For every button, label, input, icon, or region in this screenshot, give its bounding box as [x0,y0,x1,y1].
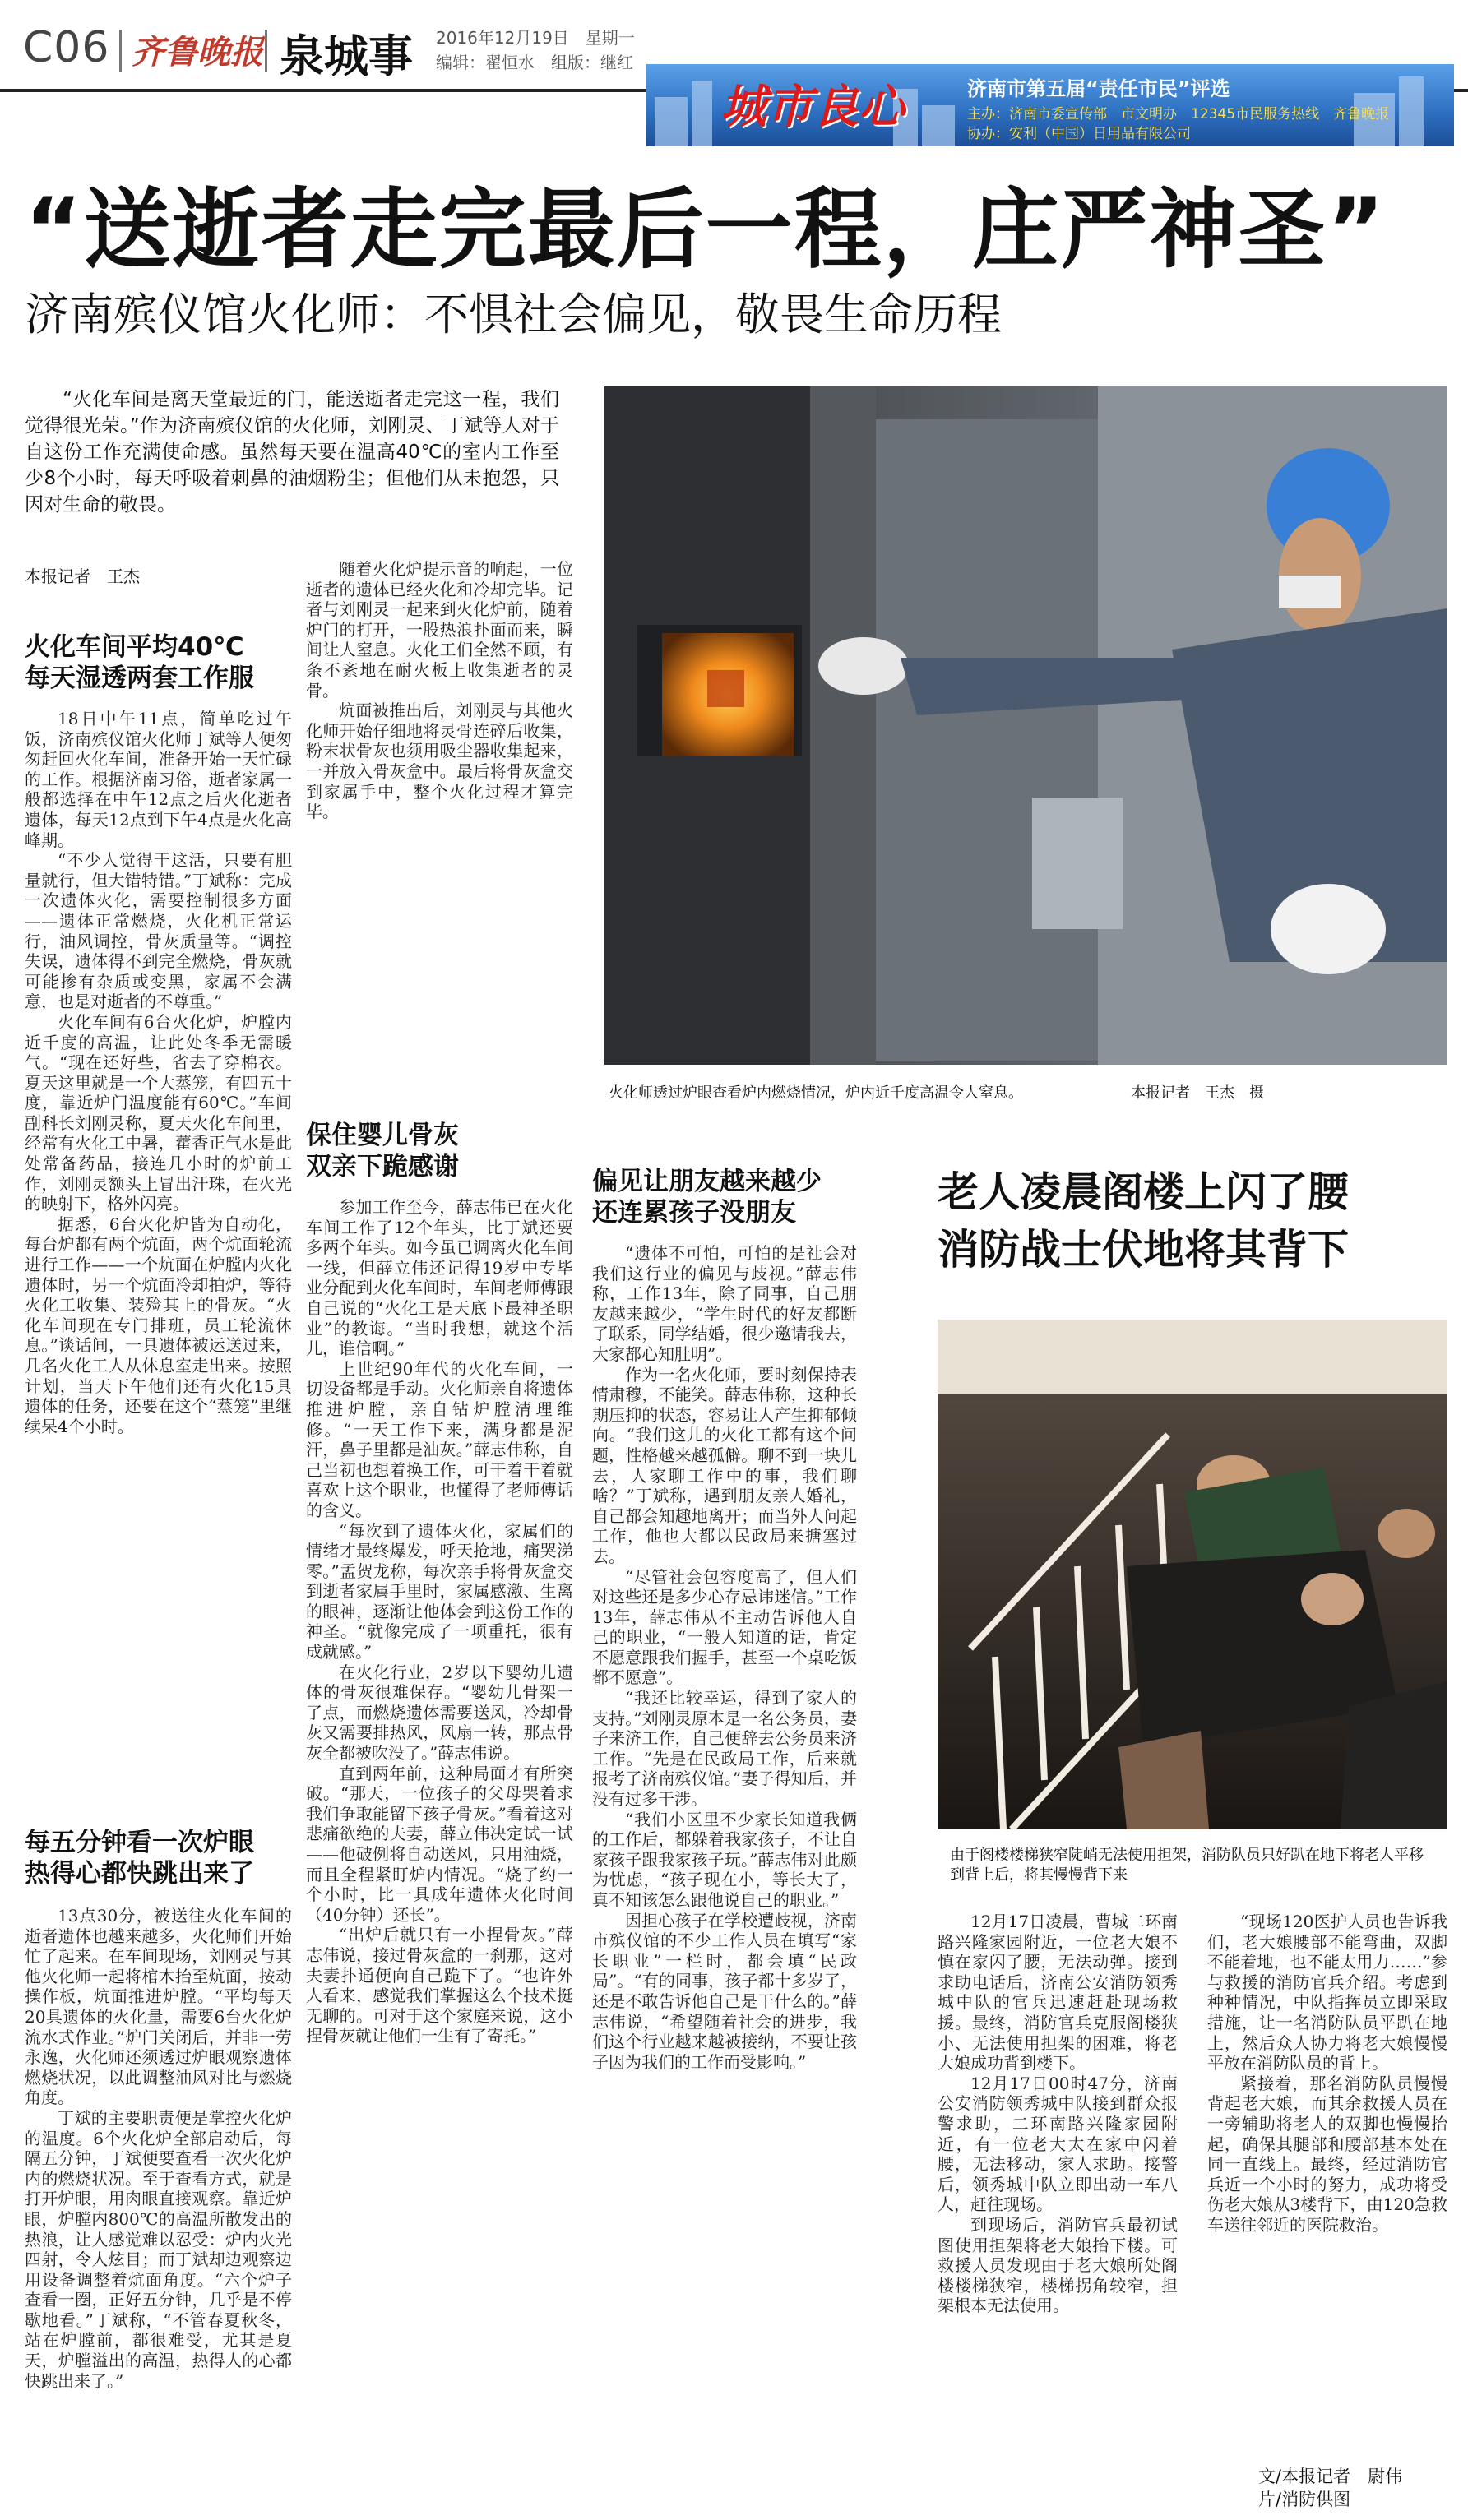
section-heading-line: 热得心都快跳出来了 [25,1859,254,1889]
paragraph: 丁斌的主要职责便是掌控火化炉的温度。6个火化炉全部启动后，每隔五分钟，丁斌便要查看一次火化炉内的燃烧状况。至于查看方式，就是打开炉眼，用肉眼直接观察。靠近炉眼，炉膛内800℃的高温所散发出的热浪，让人感觉难以忍受：炉内火光四射，令人炫目；而丁斌却边观察边用设备调整着炕面角度。“六个炉子查看一圈，正好五分钟，几乎是不停歇地看。”丁斌称，“不管春夏秋冬，站在炉膛前，都很难受，尤其是夏天，炉膛溢出的高温，热得人的心都快跳出来了。” [25,2107,292,2391]
paragraph: “遗体不可怕，可怕的是社会对我们这行业的偏见与歧视。”薛志伟称，工作13年，除了同事，自己朋友越来越少，“学生时代的好友都断了联系，同学结婚，很少邀请我去，大家都心知肚明”。 [592,1243,857,1364]
section-heading [25,1827,254,1889]
section-heading [592,1166,822,1228]
section-heading-line: 每五分钟看一次炉眼 [25,1828,254,1857]
paragraph: “我们小区里不少家长知道我俩的工作后，都躲着我家孩子，不让自家孩子跟我家孩子玩。”薛志伟对此颇为忧虑，“孩子现在小，等长大了，真不知该怎么跟他说自己的职业。” [592,1809,857,1910]
paragraph: 直到两年前，这种局面才有所突破。“那天，一位孩子的父母哭着求我们争取能留下孩子骨灰。”看着这对悲痛欲绝的夫妻，薛立伟决定试一试——他破例将自动送风，只用油烧，而且全程紧盯炉内情况。“烧了约一个小时，比一具成年遗体火化时间（40分钟）还长”。 [306,1763,573,1925]
secondary-headline [938,1163,1349,1278]
section-heading-line: 偏见让朋友越来越少 [592,1167,822,1196]
campaign-banner [646,64,1454,146]
paragraph: 火化车间有6台火化炉，炉膛内近千度的高温，让此处冬季无需暖气。“现在还好些，省去了穿棉衣。夏天这里就是一个大蒸笼，有四五十度，靠近炉门温度能有60℃。”车间副科长刘刚灵称，夏天火化车间里，经常有火化工中暑，藿香正气水是此处常备药品，接连几小时的炉前工作，刘刚灵额头上冒出汗珠，在火光的映射下，格外闪亮。 [25,1011,292,1214]
paragraph: 作为一名火化师，要时刻保持表情肃穆，不能笑。薛志伟称，这种长期压抑的状态，容易让人产生抑郁倾向。“我们这儿的火化工都有这个问题，性格越来越孤僻。聊不到一块儿去，人家聊工作中的事，我们聊啥？”丁斌称，遇到朋友亲人婚礼，自己都会知趣地离开；而当外人问起工作，他也大都以民政局来搪塞过去。 [592,1364,857,1566]
paper-logo: 齐鲁晚报 [132,34,263,72]
secondary-headline-line: 老人凌晨阁楼上闪了腰 [938,1168,1349,1216]
section-heading-line: 每天湿透两套工作服 [25,664,254,693]
firefighter-photo-image [938,1320,1447,1829]
paragraph: 随着火化炉提示音的响起，一位逝者的遗体已经火化和冷却完毕。记者与刘刚灵一起来到火化炉前，随着炉门的打开，一股热浪扑面而来，瞬间让人窒息。火化工们全然不顾，有条不紊地在耐火板上收集逝者的灵骨。 [306,559,573,701]
secondary-headline-line: 消防战士伏地将其背下 [938,1226,1349,1274]
banner-title: 济南市第五届“责任市民”评选 [967,77,1230,100]
main-subheadline: 济南殡仪馆火化师：不惧社会偏见，敬畏生命历程 [25,289,1002,340]
paragraph: 18日中午11点，简单吃过午饭，济南殡仪馆火化师丁斌等人便匆匆赶回火化车间，准备开始一天忙碌的工作。根据济南习俗，逝者家属一般都选择在中午12点之后火化逝者遗体，每天12点到下午4点是火化高峰期。 [25,709,292,850]
section-heading [306,1120,459,1182]
header-divider [119,30,122,72]
firefighter-photo [938,1320,1447,1829]
photo-caption: 火化师透过炉眼查看炉内燃烧情况，炉内近千度高温令人窒息。 [609,1084,1023,1102]
article-lead [25,386,559,518]
article-column [592,1243,857,2506]
article-column [938,1912,1178,2504]
banner-co-organizer: 协办：安利（中国）日用品有限公司 [967,126,1191,142]
article2-credits [1258,2465,1402,2511]
paragraph: 13点30分，被送往火化车间的逝者遗体也越来越多，火化师们开始忙了起来。在车间现场，刘刚灵与其他火化师一起将棺木抬至炕面，按动操作板，炕面推进炉膛。“平均每天20具遗体的火化量，需要6台火化炉流水式作业。”炉门关闭后，并非一劳永逸，火化师还须透过炉眼观察遗体燃烧状况，以此调整油风对比与燃烧角度。 [25,1906,292,2108]
paragraph: 参加工作至今，薛志伟已在火化车间工作了12个年头，比丁斌还要多两个年头。如今虽已调离火化车间一线，但薛立伟还记得19岁中专毕业分配到火化车间时，车间老师傅跟自己说的“火化工是天底下最神圣职业”的教诲。“当时我想，就这个活儿，谁信啊。” [306,1197,573,1359]
editor-credits: 编辑：翟恒水 组版：继红 [436,53,633,72]
article-byline: 本报记者 王杰 [25,566,140,586]
paragraph: 在火化行业，2岁以下婴幼儿遗体的骨灰很难保存。“婴幼儿骨架一了点，而燃烧遗体需要送风，冷却骨灰又需要排热风，风扇一转，那点骨灰全都被吹没了。”薛志伟说。 [306,1662,573,1764]
paragraph: 12月17日00时47分，济南公安消防领秀城中队接到群众报警求助，二环南路兴隆家园附近，有一位老大太在家中闪着腰，无法移动，家人求助。接警后，领秀城中队立即出动一车八人，赶往现场。 [938,2073,1178,2215]
article2-byline: 文/本报记者 尉伟 [1258,2467,1403,2486]
banner-logo: 城市良心 [720,81,905,134]
article-column [1207,1912,1447,2462]
article-column [25,709,292,1819]
paragraph: “现场120医护人员也告诉我们，老大娘腰部不能弯曲，双脚不能着地，也不能太用力……”参与救援的消防官兵介绍。考虑到种种情况，中队指挥员立即采取措施，让一名消防队员平趴在地上，然后众人协力将老大娘慢慢平放在消防队员的背上。 [1207,1912,1447,2074]
photo-credit: 本报记者 王杰 摄 [1131,1084,1264,1102]
article2-photo-credit: 片/消防供图 [1258,2490,1351,2509]
paragraph: 炕面被推出后，刘刚灵与其他火化师开始仔细地将灵骨连碎后收集，粉末状骨灰也须用吸尘器收集起来，一并放入骨灰盒中。最后将骨灰盒交到家属手中，整个火化过程才算完毕。 [306,701,573,822]
paragraph: “尽管社会包容度高了，但人们对这些还是多少心存忌讳迷信。”工作13年，薛志伟从不主动告诉他人自己的职业，“一般人知道的话，肯定不愿意跟我们握手，甚至一个桌吃饭都不愿意”。 [592,1566,857,1688]
paragraph: 12月17日凌晨，曹城二环南路兴隆家园附近，一位老大娘不慎在家闪了腰，无法动弹。接到求助电话后，济南公安消防领秀城中队的官兵迅速赶赴现场救援。最终，消防官兵克服阁楼狭小、无法使用担架的困难，将老大娘成功背到楼下。 [938,1912,1178,2074]
header-divider [265,30,267,72]
section-heading-line: 还连累孩子没朋友 [592,1198,796,1228]
main-headline: “送逝者走完最后一程，庄严神圣” [25,179,1387,280]
lead-text: “火化车间是离天堂最近的门，能送逝者走完这一程，我们觉得很光荣。”作为济南殡仪馆的火化师，刘刚灵、丁斌等人对于自这份工作充满使命感。虽然每天要在温高40℃的室内工作至少8个小时，每天呼吸着刺鼻的油烟粉尘；但他们从未抱怨，只因对生命的敬畏。 [25,389,559,516]
section-heading-line: 双亲下跪感谢 [306,1152,459,1181]
cremation-photo [604,386,1447,1065]
page-number: C06 [23,23,110,72]
section-heading-line: 火化车间平均40℃ [25,632,244,662]
paragraph: 紧接着，那名消防队员慢慢背起老大娘，而其余救援人员在一旁辅助将老人的双脚也慢慢抬起，确保其腿部和腰部基本处在同一直线上。最终，经过消防官兵近一个小时的努力，成功将受伤老大娘从3楼背下，由120急救车送往邻近的医院救治。 [1207,2073,1447,2235]
article-column [306,1197,573,2506]
paragraph: 据悉，6台火化炉皆为自动化，每台炉都有两个炕面，两个炕面轮流进行工作——一个炕面在炉膛内火化遗体时，另一个炕面冷却拍炉，等待火化工收集、装殓其上的骨灰。“火化车间现在专门排班，员工轮流休息。”谈话间，一具遗体被运送过来，几名火化工人从休息室走出来。按照计划，当天下午他们还有火化15具遗体的任务，还要在这个“蒸笼”里继续呆4个小时。 [25,1214,292,1436]
article-column [306,559,573,1098]
section-heading-line: 保住婴儿骨灰 [306,1121,459,1150]
section-heading [25,631,254,694]
banner-organizers: 主办：济南市委宣传部 市文明办 12345市民服务热线 齐鲁晚报 [967,106,1390,123]
cremation-photo-image [604,386,1447,1065]
article-column [25,1906,292,2506]
photo-caption-2: 由于阁楼楼梯狭窄陡峭无法使用担架，消防队员只好趴在地下将老人平移到背上后，将其慢慢背下来 [950,1847,1424,1884]
paragraph: 因担心孩子在学校遭歧视，济南市殡仪馆的不少工作人员在填写“家长职业”一栏时，都会填“民政局”。“有的同事，孩子都十多岁了，还是不敢告诉他自己是干什么的。”薛志伟说，“希望随着社会的进步，我们这个行业越来越被接纳，不要让孩子因为我们的工作而受影响。” [592,1910,857,2072]
paragraph: “不少人觉得干这活，只要有胆量就行，但大错特错。”丁斌称：完成一次遗体火化，需要控制很多方面——遗体正常燃烧，火化机正常运行，油风调控，骨灰质量等。“调控失误，遗体得不到完全燃烧，骨灰就可能掺有杂质或变黑，家属不会满意，也是对逝者的不尊重。” [25,850,292,1012]
paragraph: 到现场后，消防官兵最初试图使用担架将老大娘抬下楼。可救援人员发现由于老大娘所处阁楼楼梯狭窄，楼梯拐角较窄，担架根本无法使用。 [938,2214,1178,2316]
paragraph: “我还比较幸运，得到了家人的支持。”刘刚灵原本是一名公务员，妻子来济工作，自己便辞去公务员来济工作。“先是在民政局工作，后来就报考了济南殡仪馆。”妻子得知后，并没有过多干涉。 [592,1688,857,1810]
issue-date: 2016年12月19日 星期一 [436,28,635,48]
paragraph: 上世纪90年代的火化车间，一切设备都是手动。火化师亲自将遗体推进炉膛，亲自钻炉膛清理维修。“一天工作下来，满身都是泥汗，鼻子里都是油灰。”薛志伟称，自己当初也想着换工作，可干着干着就喜欢上这个职业，也懂得了老师傅话的含义。 [306,1358,573,1520]
paragraph: “出炉后就只有一小捏骨灰。”薛志伟说，接过骨灰盒的一刹那，这对夫妻扑通便向自己跪下了。“也许外人看来，感觉我们掌握这么个技术挺无聊的。可对于这个家庭来说，这小捏骨灰就让他们一生有了寄托。” [306,1925,573,2046]
section-title: 泉城事 [280,30,413,82]
paragraph: “每次到了遗体火化，家属们的情绪才最终爆发，呼天抢地，痛哭涕零。”孟贺龙称，每次亲手将骨灰盒交到逝者家属手里时，家属感激、生离的眼神，逐渐让他体会到这份工作的神圣。“就像完成了一项重托，很有成就感。” [306,1520,573,1662]
